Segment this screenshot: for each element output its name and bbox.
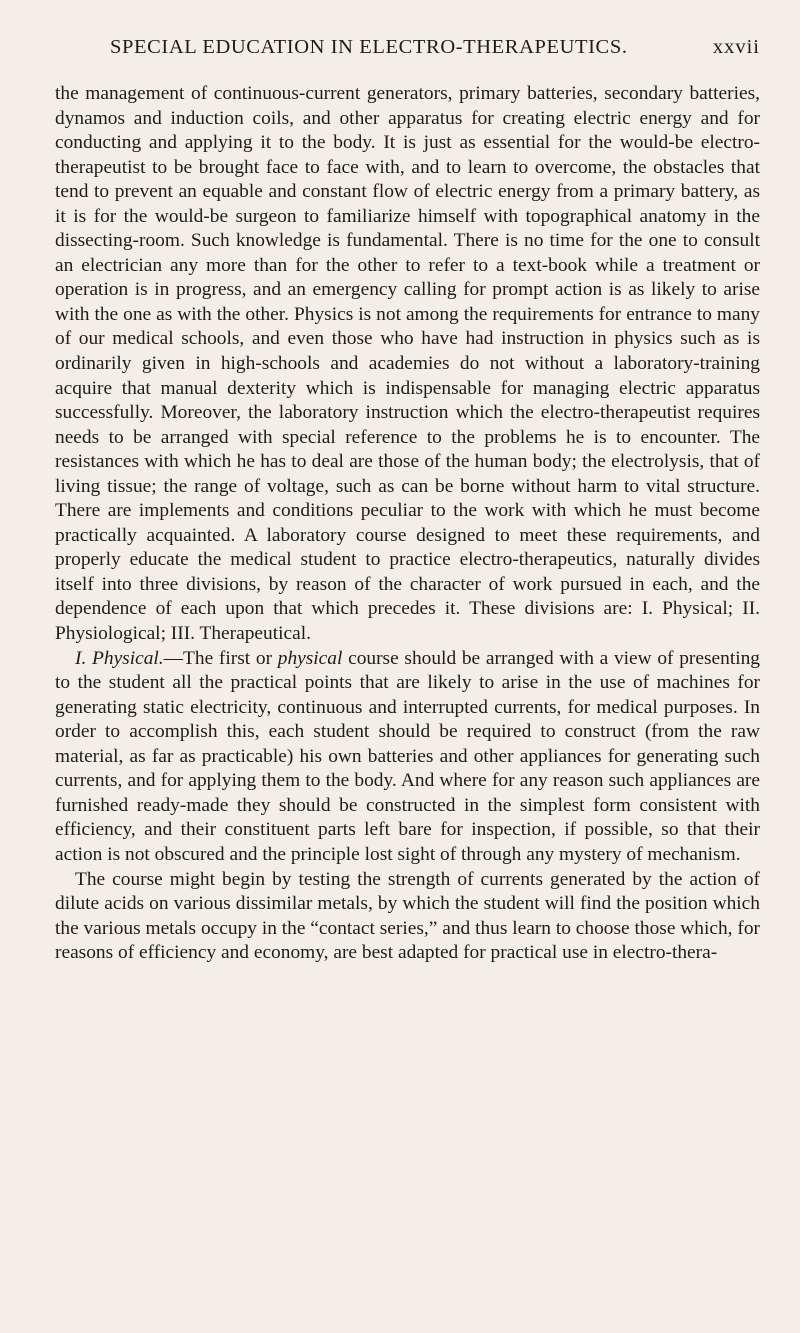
section-heading-physical: I. Physical. (75, 647, 164, 669)
page-number: xxvii (712, 36, 760, 58)
body-text (55, 82, 760, 966)
paragraph-continued: the management of continuous-current generators, primary batteries, secondary batteries, dynamos and induction coils, and other apparatus for creating electric energy and for conducting and applying it to the body. It is just as essential for the would-be electro-therapeutist to be brought face to face with, and to learn to overcome, the obstacles that tend to prevent an equable and constant flow of electric energy from a primary battery, as it is for the would-be surgeon to familiarize himself with topographical anatomy in the dissecting-room. Such knowledge is fundamental. There is no time for the one to consult an electrician any more than for the other to refer to a text-book while a treatment or operation is in progress, and an emergency calling for prompt action is as likely to arise with the one as with the other. Physics is not among the requirements for entrance to many of our medical schools, and even those who have had instruction in physics such as is ordinarily given in high-schools and academies do not without a laboratory-training acquire that manual dexterity which is indispensable for managing electric apparatus successfully. Moreover, the laboratory instruction which the electro-therapeutist requires needs to be arranged with special reference to the problems he is to encounter. The resistances with which he has to deal are those of the human body; the electrolysis, that of living tissue; the range of voltage, such as can be borne without harm to vital structure. There are implements and conditions peculiar to the work with which he must become practically acquainted. A laboratory course designed to meet these requirements, and properly educate the medical student to practice electro-therapeutics, naturally divides itself into three divisions, by reason of the character of work pursued in each, and the dependence of each upon that which precedes it. These divisions are: I. Physical; II. Physiological; III. Therapeutical. (55, 83, 760, 645)
paragraph-physical-section (55, 647, 760, 868)
paragraph-course: The course might begin by testing the strength of currents generated by the action of dilute acids on various dissimilar metals, by which the student will find the position which the various metals occupy in the “contact series,” and thus learn to choose those which, for reasons of efficiency and economy, are best adapted for practical use in electro-thera- (55, 868, 760, 964)
italic-term: physical (277, 647, 343, 669)
paragraph-text: course should be arranged with a view of presenting to the student all the practical points that are likely to arise in the use of machines for generating static electricity, continuous and interrupted currents, for medical purposes. In order to accomplish this, each student should be required to construct (from the raw material, as far as practicable) his own batteries and other appliances for generating such currents, and for applying them to the body. And where for any reason such appliances are furnished ready-made they should be constructed in the simplest form consistent with efficiency, and their constituent parts left bare for inspection, if possible, so that their action is not obscured and the principle lost sight of through any mystery of mechanism. (55, 647, 760, 865)
running-title: SPECIAL EDUCATION IN ELECTRO-THERAPEUTICS. (110, 36, 628, 58)
running-header (55, 36, 760, 68)
paragraph-text: —The first or (163, 647, 278, 669)
